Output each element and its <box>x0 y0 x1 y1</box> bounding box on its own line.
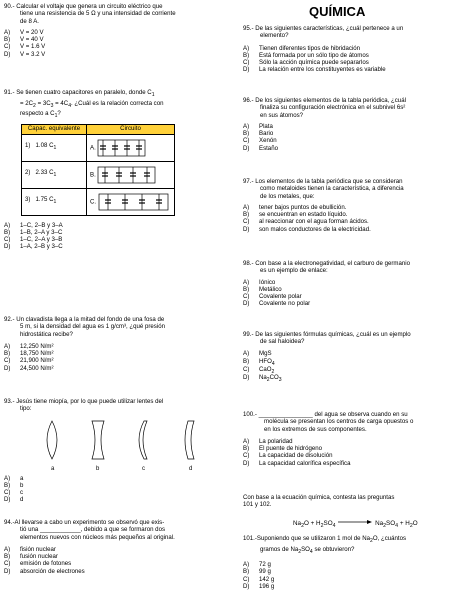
option-b[interactable]: B) 1–B, 2–A y 3–C <box>4 228 63 236</box>
question-100: 100.- ________________ del agua se observa cuando en su molécula se presentan los centros de carga opuestos o en los extremos de sus componentes. A) La polaridad B) El puente de hidrógeno C) La capacidad de disolución D) La capacidad calorífica específica <box>243 411 457 467</box>
option-c[interactable]: C) 21,900 N/m² <box>4 357 54 365</box>
row-1-circuit: A. <box>87 134 175 161</box>
question-93-options <box>4 475 226 504</box>
option-d[interactable]: D) Covalente no polar <box>243 300 311 308</box>
option-a[interactable]: A) tener bajos puntos de ebullición. <box>243 203 347 211</box>
option-a[interactable]: A) 12,250 N/m² <box>4 342 54 350</box>
option-d[interactable]: D) La relación entre los constituyentes es variable <box>243 66 386 74</box>
question-101: 101.-Suponiendo que se utilizaron 1 mol de $Na_2O$, ¿cuántos gramos de $Na_2SO_4$ se obtuvieron? A) 72 g B) 99 g C) 142 g D) 196 g <box>243 535 457 590</box>
question-95: 95.- De las siguientes características, ¿cuál pertenece a un elemento? A) Tienen diferentes tipos de hibridación B) Está formada por un sólo tipo de átomos C) Sólo la acción química puede separarlos D) La relación entre los constituyentes es variable <box>243 25 457 74</box>
question-90 <box>4 3 226 58</box>
chemical-equation: $Na_2O + H_2SO_4$ $Na_2SO_4 + H_2O$ <box>293 519 418 530</box>
lens-label-b: b <box>96 465 100 472</box>
option-b[interactable]: B) V = 40 V <box>4 36 44 44</box>
lens-label-d: d <box>189 465 193 472</box>
question-99: 99.- De las siguientes fórmulas químicas, ¿cuál es un ejemplo de sal haloidea? A) MgS B) $HFO_4$ C) CaO$_2$ D) $Na_2CO_3$ <box>243 331 457 383</box>
question-99-options <box>243 350 457 383</box>
question-94-options <box>4 546 226 575</box>
option-a[interactable]: A) MgS <box>243 349 272 357</box>
question-97-options <box>243 204 457 233</box>
table-row <box>22 134 175 161</box>
option-c[interactable]: C) al reaccionar con el agua forman ácidos. <box>243 218 369 226</box>
option-c[interactable]: C) c <box>4 489 24 497</box>
option-a[interactable]: A) fisión nuclear <box>4 545 56 553</box>
table-row <box>22 161 175 188</box>
question-100-options <box>243 438 457 467</box>
lens-b-biconcave <box>92 421 104 459</box>
question-93-stem: 93.- Jesús tiene miopía, por lo que puede utilizar lentes del tipo: <box>4 398 164 413</box>
option-c[interactable]: C) CaO$_2$ <box>243 366 275 376</box>
question-94-stem: 94.-Al llevarse a cabo un experimento se observó que exis- tió una ____________, debido a que se formaron dos elementos nuevos con núcleos más pequeños al original. <box>4 519 175 541</box>
circuit-b-diagram <box>97 165 157 185</box>
option-d[interactable]: D) $Na_2CO_3$ <box>243 374 282 384</box>
option-d[interactable]: D) Estaño <box>243 144 278 152</box>
option-b[interactable]: B) fusión nuclear <box>4 553 58 561</box>
circuit-a-diagram <box>97 138 147 158</box>
question-92-stem: 92.- Un clavadista llega a la mitad del fondo de una fosa de 5 m, si la densidad del agua es 1 g/cm³, ¿qué presión hidrostática recibe? <box>4 316 165 338</box>
question-92 <box>4 316 226 372</box>
option-c[interactable]: C) Covalente polar <box>243 293 302 301</box>
option-a[interactable]: A) Iónico <box>243 278 276 286</box>
option-a[interactable]: A) Plata <box>243 122 273 130</box>
option-d[interactable]: D) La capacidad calorífica específica <box>243 459 351 467</box>
question-91 <box>4 89 226 251</box>
option-a[interactable]: A) a <box>4 474 24 482</box>
option-d[interactable]: D) absorción de electrones <box>4 567 85 575</box>
question-95-options <box>243 45 457 74</box>
option-a[interactable]: A) 1–C, 2–B y 3–A <box>4 221 63 229</box>
question-96: 96.- De los siguientes elementos de la tabla periódica, ¿cuál finaliza su configuración electrónica en el subnivel 6s² en sus átomos? A) Plata B) Bario C) Xenón D) Estaño <box>243 97 457 152</box>
option-d[interactable]: D) 196 g <box>243 582 275 590</box>
option-c[interactable]: C) 142 g <box>243 575 275 583</box>
capacitor-table <box>21 124 175 216</box>
option-d[interactable]: D) V = 3.2 V <box>4 50 46 58</box>
header-equivalent: Capac. equivalente <box>22 124 87 134</box>
option-a[interactable]: A) V = 20 V <box>4 28 44 36</box>
option-c[interactable]: C) 1–C, 2–A y 3–B <box>4 236 63 244</box>
lens-d-meniscus <box>185 421 194 459</box>
question-91-options <box>4 222 226 251</box>
option-d[interactable]: D) d <box>4 496 24 504</box>
lens-a-biconvex <box>47 421 57 459</box>
question-91-stem: 91.- Se tienen cuatro capacitores en paralelo, donde $C_1$ = $2C_2 = 3C_3 = 4C_4$. ¿Cuál es la relación correcta con respecto a $C_1$? <box>4 89 164 120</box>
header-circuit: Circuito <box>87 124 175 134</box>
option-a[interactable]: A) La polaridad <box>243 437 293 445</box>
option-b[interactable]: B) 18,750 N/m² <box>4 350 54 358</box>
question-97: 97.- Los elementos de la tabla periódica que se consideran como metaloides tienen la característica, a diferencia de los metales, que: A) tener bajos puntos de ebullición. B) se encuentran en estado líquido. C) al reaccionar con el agua forman ácidos. D) son malos conductores de la electricidad. <box>243 178 457 233</box>
option-b[interactable]: B) 99 g <box>243 568 271 576</box>
question-101-options <box>243 561 457 590</box>
option-c[interactable]: C) Sólo la acción química puede separarlos <box>243 59 369 67</box>
question-96-options <box>243 123 457 152</box>
option-d[interactable]: D) son malos conductores de la electricidad. <box>243 225 371 233</box>
option-d[interactable]: D) 1–A, 2–B y 3–C <box>4 243 63 251</box>
section-title: QUÍMICA <box>309 4 366 19</box>
option-c[interactable]: C) Xenón <box>243 137 277 145</box>
question-93 <box>4 398 226 504</box>
option-a[interactable]: A) 72 g <box>243 561 271 569</box>
option-b[interactable]: B) Bario <box>243 130 274 138</box>
table-header <box>22 124 175 134</box>
question-98: 98.- Con base a la electronegatividad, el carburo de germanio es un ejemplo de enlace: A) Iónico B) Metálico C) Covalente polar D) Covalente no polar <box>243 260 457 308</box>
option-b[interactable]: B) b <box>4 481 24 489</box>
option-a[interactable]: A) Tienen diferentes tipos de hibridación <box>243 44 361 52</box>
option-c[interactable]: C) emisión de fotones <box>4 560 72 568</box>
option-b[interactable]: B) Metálico <box>243 285 282 293</box>
question-92-options <box>4 343 226 372</box>
table-row <box>22 188 175 215</box>
option-c[interactable]: C) La capacidad de disolución <box>243 452 333 460</box>
circuit-c-diagram <box>98 192 170 212</box>
option-b[interactable]: B) El puente de hidrógeno <box>243 445 323 453</box>
question-90-options <box>4 29 226 58</box>
option-b[interactable]: B) Está formada por un sólo tipo de átomos <box>243 51 369 59</box>
option-c[interactable]: C) V = 1.6 V <box>4 43 46 51</box>
row-3-value: 3) 1.75 $C_1$ <box>22 188 87 215</box>
reaction-arrow-icon <box>337 519 373 527</box>
question-94 <box>4 519 226 575</box>
lens-label-c: c <box>142 465 145 472</box>
instructions-101-102: Con base a la ecuación química, contesta las preguntas 101 y 102. <box>243 494 395 509</box>
row-2-value: 2) 2.33 $C_1$ <box>22 161 87 188</box>
row-1-value: 1) 1.08 $C_1$ <box>22 134 87 161</box>
option-b[interactable]: B) se encuentran en estado líquido. <box>243 211 348 219</box>
lens-figure <box>4 415 214 475</box>
lens-c-meniscus <box>139 421 147 459</box>
question-98-options <box>243 279 457 308</box>
option-d[interactable]: D) 24,500 N/m² <box>4 364 54 372</box>
row-3-circuit: C. <box>87 188 175 215</box>
row-2-circuit: B. <box>87 161 175 188</box>
lens-label-a: a <box>51 465 55 472</box>
option-b[interactable]: B) $HFO_4$ <box>243 357 275 368</box>
question-90-stem: 90.- Calcular el voltaje que genera un circuito eléctrico que tiene una resistencia de 5 Ω y una intensidad de corriente de 8 A. <box>4 3 176 25</box>
